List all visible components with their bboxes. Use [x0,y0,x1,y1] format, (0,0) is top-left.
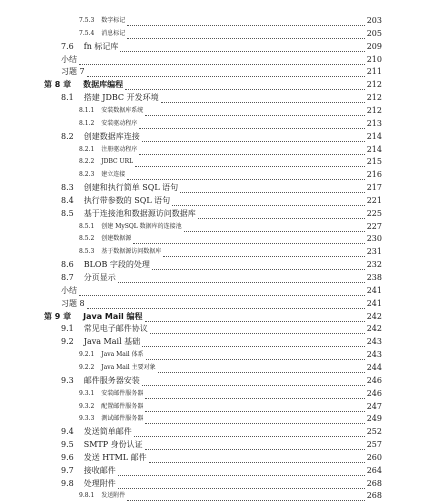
toc-entry-text: 小结 [61,285,77,295]
toc-entry-text: Java Mail 主要对象 [101,363,156,371]
toc-chapter-row[interactable] [0,310,428,323]
toc-entry-row[interactable] [0,40,428,53]
toc-entry-number: 7.5.3 [79,17,95,24]
toc-entry-title [61,258,150,271]
toc-entry-number: 9.3 [61,375,74,385]
toc-leader-dots [135,155,365,167]
toc-entry-title [44,310,143,323]
toc-entry-row[interactable] [0,489,428,502]
toc-page-number: 216 [366,170,382,180]
toc-entry-text: 搭建 JDBC 开发环境 [83,93,159,103]
toc-leader-dots [139,143,365,155]
toc-entry-title [61,322,148,335]
toc-page-number: 212 [366,105,382,115]
toc-entry-text: fn 标记库 [83,41,119,51]
toc-entry-row[interactable] [0,451,428,464]
toc-page-number: 211 [366,67,382,77]
toc-page-number: 241 [366,298,382,308]
toc-page-number: 214 [366,131,382,141]
toc-entry-text: 安装邮件服务器 [101,389,144,397]
toc-leader-dots [145,438,365,450]
toc-entry-title [79,117,137,130]
toc-entry-title [79,220,182,233]
toc-entry-text: 测试邮件服务器 [101,415,144,423]
toc-leader-dots [125,78,365,90]
toc-entry-title [61,130,140,143]
toc-entry-title [61,425,132,438]
toc-leader-dots [118,477,365,489]
toc-entry-text: Java Mail 基础 [83,337,141,347]
toc-entry-number: 8.4 [61,195,74,205]
toc-entry-title [79,412,143,425]
toc-entry-title [61,284,77,297]
toc-leader-dots [163,245,365,257]
toc-entry-number: 9.4 [61,427,74,437]
toc-entry-number: 8.6 [61,260,74,270]
toc-entry-title [79,387,143,400]
toc-entry-number: 8.5.1 [79,222,95,230]
toc-entry-text: 安装数据库系统 [101,106,144,114]
toc-entry-title [79,155,133,168]
toc-entry-row[interactable] [0,194,428,207]
toc-entry-title [44,78,123,91]
toc-page-number: 264 [366,465,382,475]
toc-entry-text: 安装驱动程序 [101,119,138,127]
toc-entry-number: 9.6 [61,452,74,462]
toc-entry-row[interactable] [0,27,428,40]
toc-page-number: 244 [366,362,382,372]
toc-entry-text: 基于连接池和数据源访问数据库 [83,208,196,218]
toc-leader-dots [172,194,365,206]
toc-entry-number: 8.7 [61,273,74,282]
toc-entry-number: 9.1 [61,324,74,334]
toc-entry-title [61,91,159,104]
toc-page-number: 246 [366,388,382,398]
toc-entry-row[interactable] [0,117,428,130]
toc-entry-title [61,271,116,284]
toc-entry-text: 注册驱动程序 [101,145,138,153]
toc-entry-title [79,143,137,156]
toc-leader-dots [79,284,365,296]
toc-entry-number: 8.1 [61,93,74,103]
toc-leader-dots [145,400,365,412]
toc-entry-row[interactable] [0,271,428,284]
toc-page-number: 212 [366,93,382,103]
toc-entry-title [61,40,118,53]
toc-leader-dots [198,207,365,219]
toc-page-number: 210 [366,54,382,64]
toc-entry-title [79,489,125,502]
toc-entry-number: 7.6 [61,41,74,51]
toc-leader-dots [139,117,365,129]
toc-page-number: 247 [366,401,382,411]
toc-entry-number: 9.8 [61,478,74,488]
toc-page-number: 227 [366,221,382,231]
toc-page-number: 225 [366,208,382,218]
toc-entry-number: 9.3.2 [79,402,95,410]
toc-entry-row[interactable] [0,284,428,297]
toc-entry-row[interactable] [0,258,428,271]
toc-entry-row[interactable] [0,91,428,104]
toc-entry-number: 9.2.2 [79,363,95,371]
toc-chapter-row[interactable] [0,78,428,91]
toc-entry-title [61,477,116,490]
toc-entry-number: 9.2 [61,337,74,347]
toc-entry-row[interactable] [0,65,428,78]
toc-leader-dots [79,53,365,65]
toc-entry-row[interactable] [0,348,428,361]
toc-entry-text: 邮件服务器安装 [83,375,140,385]
toc-leader-dots [87,65,365,77]
toc-entry-text: 数字标记 [101,17,126,24]
toc-entry-title [61,335,140,348]
toc-entry-text: 处理附件 [83,478,116,488]
toc-entry-text: 接收邮件 [83,465,116,475]
toc-entry-text: 执行带参数的 SQL 语句 [83,195,171,205]
toc-entry-title [79,104,143,117]
toc-entry-row[interactable] [0,53,428,66]
toc-leader-dots [142,130,365,142]
toc-entry-number: 8.2.1 [79,145,95,153]
toc-entry-title [61,451,147,464]
toc-entry-text: 创建 MySQL 数据库的连接池 [101,222,182,230]
toc-entry-row[interactable] [0,477,428,490]
toc-page-number: 214 [366,144,382,154]
toc-entry-row[interactable] [0,400,428,413]
toc-entry-row[interactable] [0,335,428,348]
toc-page-number: 212 [366,80,382,90]
toc-entry-number: 8.2.3 [79,171,95,179]
toc-entry-title [79,14,125,27]
toc-page-number: 242 [366,324,382,334]
toc-leader-dots [145,310,365,322]
toc-leader-dots [133,232,365,244]
toc-entry-row[interactable] [0,130,428,143]
toc-leader-dots [120,40,365,52]
toc-entry-row[interactable] [0,425,428,438]
toc-entry-text: SMTP 身份认证 [83,440,143,450]
toc-entry-text: Java Mail 编程 [83,311,143,321]
toc-entry-row[interactable] [0,232,428,245]
toc-entry-text: 数据库编程 [83,80,124,90]
toc-entry-number: 9.7 [61,465,74,475]
toc-entry-text: 常见电子邮件协议 [83,324,148,334]
toc-entry-row[interactable] [0,220,428,233]
toc-leader-dots [127,27,365,39]
toc-leader-dots [118,464,365,476]
toc-entry-number: 9.2.1 [79,351,95,359]
toc-entry-title [79,232,131,245]
toc-page-number: 260 [366,452,382,462]
toc-leader-dots [184,220,365,232]
toc-page-number: 217 [366,183,382,193]
toc-page-number: 231 [366,247,382,257]
toc-leader-dots [145,412,365,424]
toc-entry-row[interactable] [0,387,428,400]
toc-entry-title [61,181,178,194]
toc-entry-text: 创建数据库连接 [83,131,140,141]
toc-leader-dots [127,168,365,180]
toc-page-number: 221 [366,195,382,205]
toc-leader-dots [142,374,365,386]
toc-entry-number: 第 9 章 [44,311,72,321]
toc-entry-title [79,361,156,374]
toc-page-number: 246 [366,375,382,385]
toc-entry-title [79,168,125,181]
toc-entry-title [61,438,143,451]
toc-entry-row[interactable] [0,168,428,181]
toc-entry-text: 发送简单邮件 [83,427,132,437]
toc-entry-number: 8.1.2 [79,119,95,127]
toc-entry-row[interactable] [0,412,428,425]
toc-page-number: 243 [366,337,382,347]
toc-entry-text: 创建数据源 [101,235,132,243]
toc-leader-dots [127,489,365,501]
toc-entry-title [79,400,143,413]
toc-page-number: 205 [366,28,382,38]
toc-entry-title [61,464,116,477]
toc-leader-dots [180,181,365,193]
toc-entry-number: 8.5 [61,208,74,218]
toc-entry-text: 习题 7 [61,67,85,77]
toc-entry-row[interactable] [0,207,428,220]
toc-leader-dots [146,348,365,360]
toc-entry-text: 创建和执行简单 SQL 语句 [83,183,179,193]
toc-entry-text: 发送 HTML 邮件 [83,452,147,462]
toc-entry-row[interactable] [0,14,428,27]
toc-page-number: 238 [366,273,382,282]
toc-entry-row[interactable] [0,155,428,168]
toc-entry-text: 习题 8 [61,298,85,308]
toc-leader-dots [145,104,365,116]
toc-entry-number: 8.5.2 [79,235,95,243]
toc-leader-dots [145,387,365,399]
toc-entry-title [79,27,125,40]
toc-entry-row[interactable] [0,374,428,387]
toc-entry-number: 第 8 章 [44,80,72,90]
toc-entry-text: 配置邮件服务器 [101,402,144,410]
toc-entry-title [61,297,85,310]
toc-entry-text: 分页显示 [83,273,116,282]
toc-entry-number: 8.2 [61,131,74,141]
toc-entry-text: Java Mail 体系 [101,351,144,359]
toc-entry-number: 7.5.4 [79,29,95,37]
toc-page-number: 268 [366,491,382,501]
toc-entry-row[interactable] [0,464,428,477]
toc-entry-number: 8.3 [61,183,74,193]
toc-page-number: 249 [366,414,382,424]
toc-leader-dots [87,297,365,309]
toc-page-number: 241 [366,285,382,295]
toc-entry-number: 8.1.1 [79,106,95,114]
toc-page-number: 257 [366,440,382,450]
toc-entry-row[interactable] [0,245,428,258]
toc-leader-dots [152,258,365,270]
toc-entry-row[interactable] [0,181,428,194]
toc-entry-row[interactable] [0,297,428,310]
toc-leader-dots [134,425,365,437]
toc-entry-row[interactable] [0,143,428,156]
toc-entry-number: 8.2.2 [79,158,95,166]
toc-page-number: 232 [366,260,382,270]
toc-leader-dots [158,361,365,373]
toc-page-number: 213 [366,118,382,128]
toc-page-number: 268 [366,478,382,488]
toc-entry-number: 8.5.3 [79,248,95,256]
toc-leader-dots [118,271,365,283]
toc-leader-dots [142,335,365,347]
toc-entry-title [79,245,161,258]
toc-leader-dots [149,451,365,463]
toc-leader-dots [161,91,365,103]
toc-page-number: 215 [366,157,382,167]
toc-entry-text: 基于数据源访问数据库 [101,248,162,256]
toc-entry-number: 9.8.1 [79,492,95,500]
toc-entry-title [79,348,144,361]
toc-entry-row[interactable] [0,322,428,335]
toc-page-number: 230 [366,234,382,244]
toc-page-number: 242 [366,311,382,321]
toc-entry-row[interactable] [0,104,428,117]
toc-entry-text: 发送附件 [101,492,126,500]
toc-entry-number: 9.5 [61,440,74,450]
toc-entry-text: 消息标记 [101,29,126,37]
toc-leader-dots [150,322,365,334]
toc-entry-text: 小结 [61,54,77,64]
toc-entry-number: 9.3.3 [79,415,95,423]
toc-page-number: 209 [366,41,382,51]
toc-entry-text: 建立连接 [101,171,126,179]
toc-page-number: 203 [366,16,382,25]
toc-entry-title [61,194,170,207]
toc-entry-title [61,207,196,220]
toc-entry-title [61,53,77,66]
toc-page-number: 243 [366,350,382,360]
toc-entry-title [61,374,140,387]
toc-entry-title [61,65,85,78]
toc-entry-text: JDBC URL [101,158,134,166]
toc-entry-text: BLOB 字段的处理 [83,260,150,270]
toc-entry-number: 9.3.1 [79,389,95,397]
toc-page-number: 252 [366,427,382,437]
toc-entry-row[interactable] [0,361,428,374]
toc-leader-dots [127,14,365,26]
toc-entry-row[interactable] [0,438,428,451]
